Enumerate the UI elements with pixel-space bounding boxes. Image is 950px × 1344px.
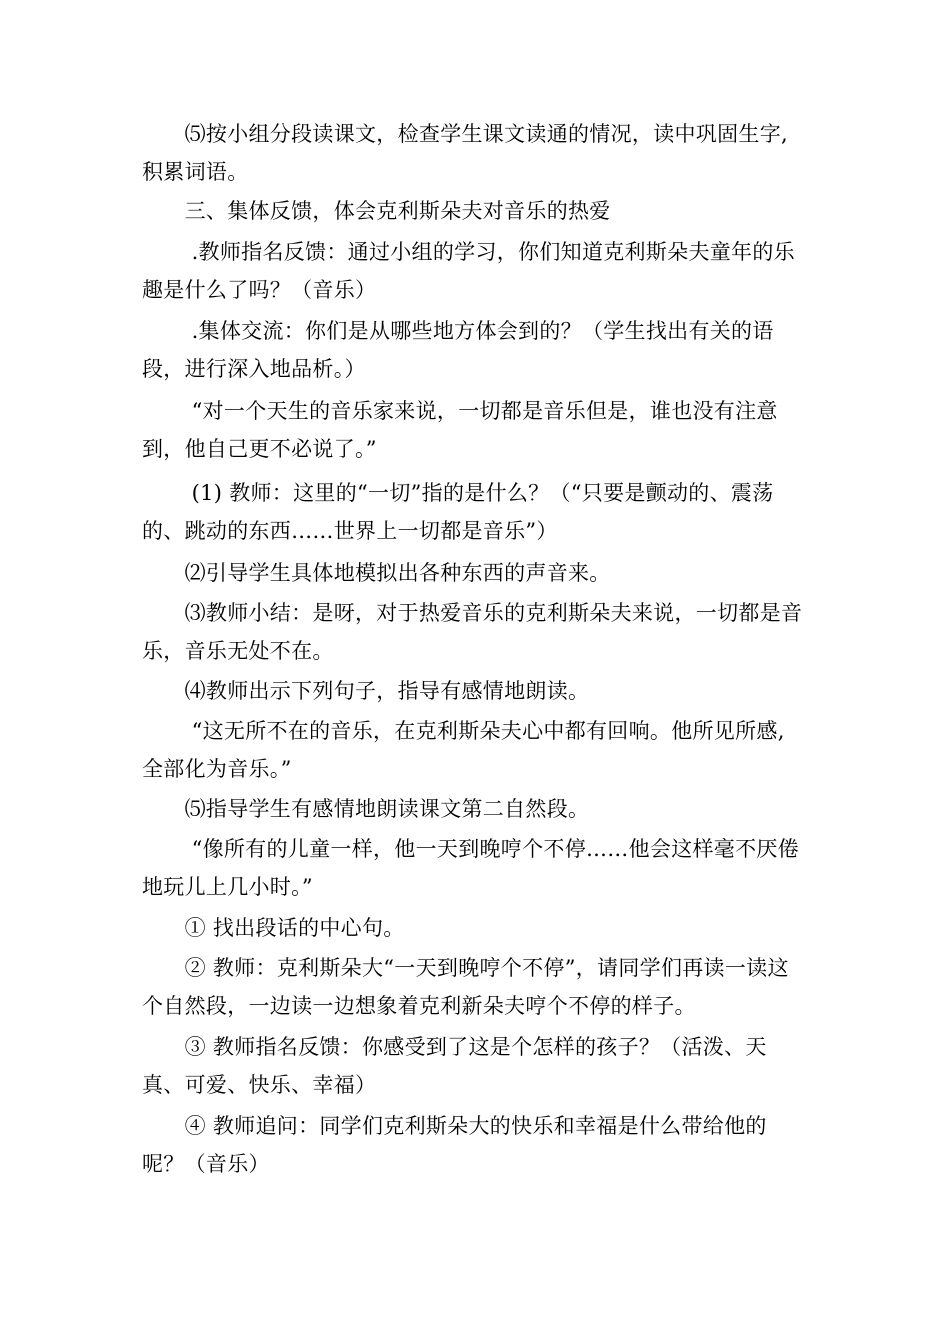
paragraph-circle-2: ② 教师：克利斯朵大“一天到晚哼个不停”，请同学们再读一读这个自然段，一边读一边想象着克利新朵夫哼个不停的样子。 (142, 956, 789, 1018)
paragraph-circle-3: ③ 教师指名反馈：你感受到了这是个怎样的孩子？（活泼、天真、可爱、快乐、幸福） (142, 1035, 767, 1097)
paragraph-step-5-group-reading: ⑸按小组分段读课文，检查学生课文读通的情况，读中巩固生字,积累词语。 (142, 122, 788, 184)
paragraph-item-5: ⑸指导学生有感情地朗读课文第二自然段。 (142, 797, 590, 821)
section-heading-3: 三、集体反馈，体会克利斯朵夫对音乐的热爱 (142, 199, 611, 223)
paragraph-circle-4: ④ 教师追问：同学们克利斯朵大的快乐和幸福是什么带给他的呢？（音乐） (142, 1114, 767, 1176)
paragraph-item-2: ⑵引导学生具体地模拟出各种东西的声音来。 (142, 561, 611, 585)
paragraph-quote-echo: “这无所不在的音乐，在克利斯朵夫心中都有回响。他所见所感,全部化为音乐。” (142, 719, 785, 781)
paragraph-quote-children: “像所有的儿童一样，他一天到晚哼个不停……他会这样毫不厌倦地玩儿上几小时。” (142, 837, 800, 899)
paragraph-item-3: ⑶教师小结：是呀，对于热爱音乐的克利斯朵夫来说，一切都是音乐，音乐无处不在。 (142, 601, 803, 663)
paragraph-group-exchange: .集体交流：你们是从哪些地方体会到的？（学生找出有关的语段，进行深入地品析。） (142, 319, 774, 381)
paragraph-quote-everything-music: “对一个天生的音乐家来说，一切都是音乐但是，谁也没有注意到，他自己更不必说了。” (142, 399, 778, 461)
paragraph-item-1: (1) 教师：这里的“一切”指的是什么？（“只要是颤动的、震荡的、跳动的东西……世界上一切都是音乐”） (142, 481, 774, 543)
paragraph-item-4: ⑷教师出示下列句子，指导有感情地朗读。 (142, 679, 590, 703)
paragraph-teacher-feedback: .教师指名反馈：通过小组的学习，你们知道克利斯朵夫童年的乐趣是什么了吗？（音乐） (142, 240, 795, 302)
paragraph-circle-1: ① 找出段话的中心句。 (142, 916, 405, 940)
